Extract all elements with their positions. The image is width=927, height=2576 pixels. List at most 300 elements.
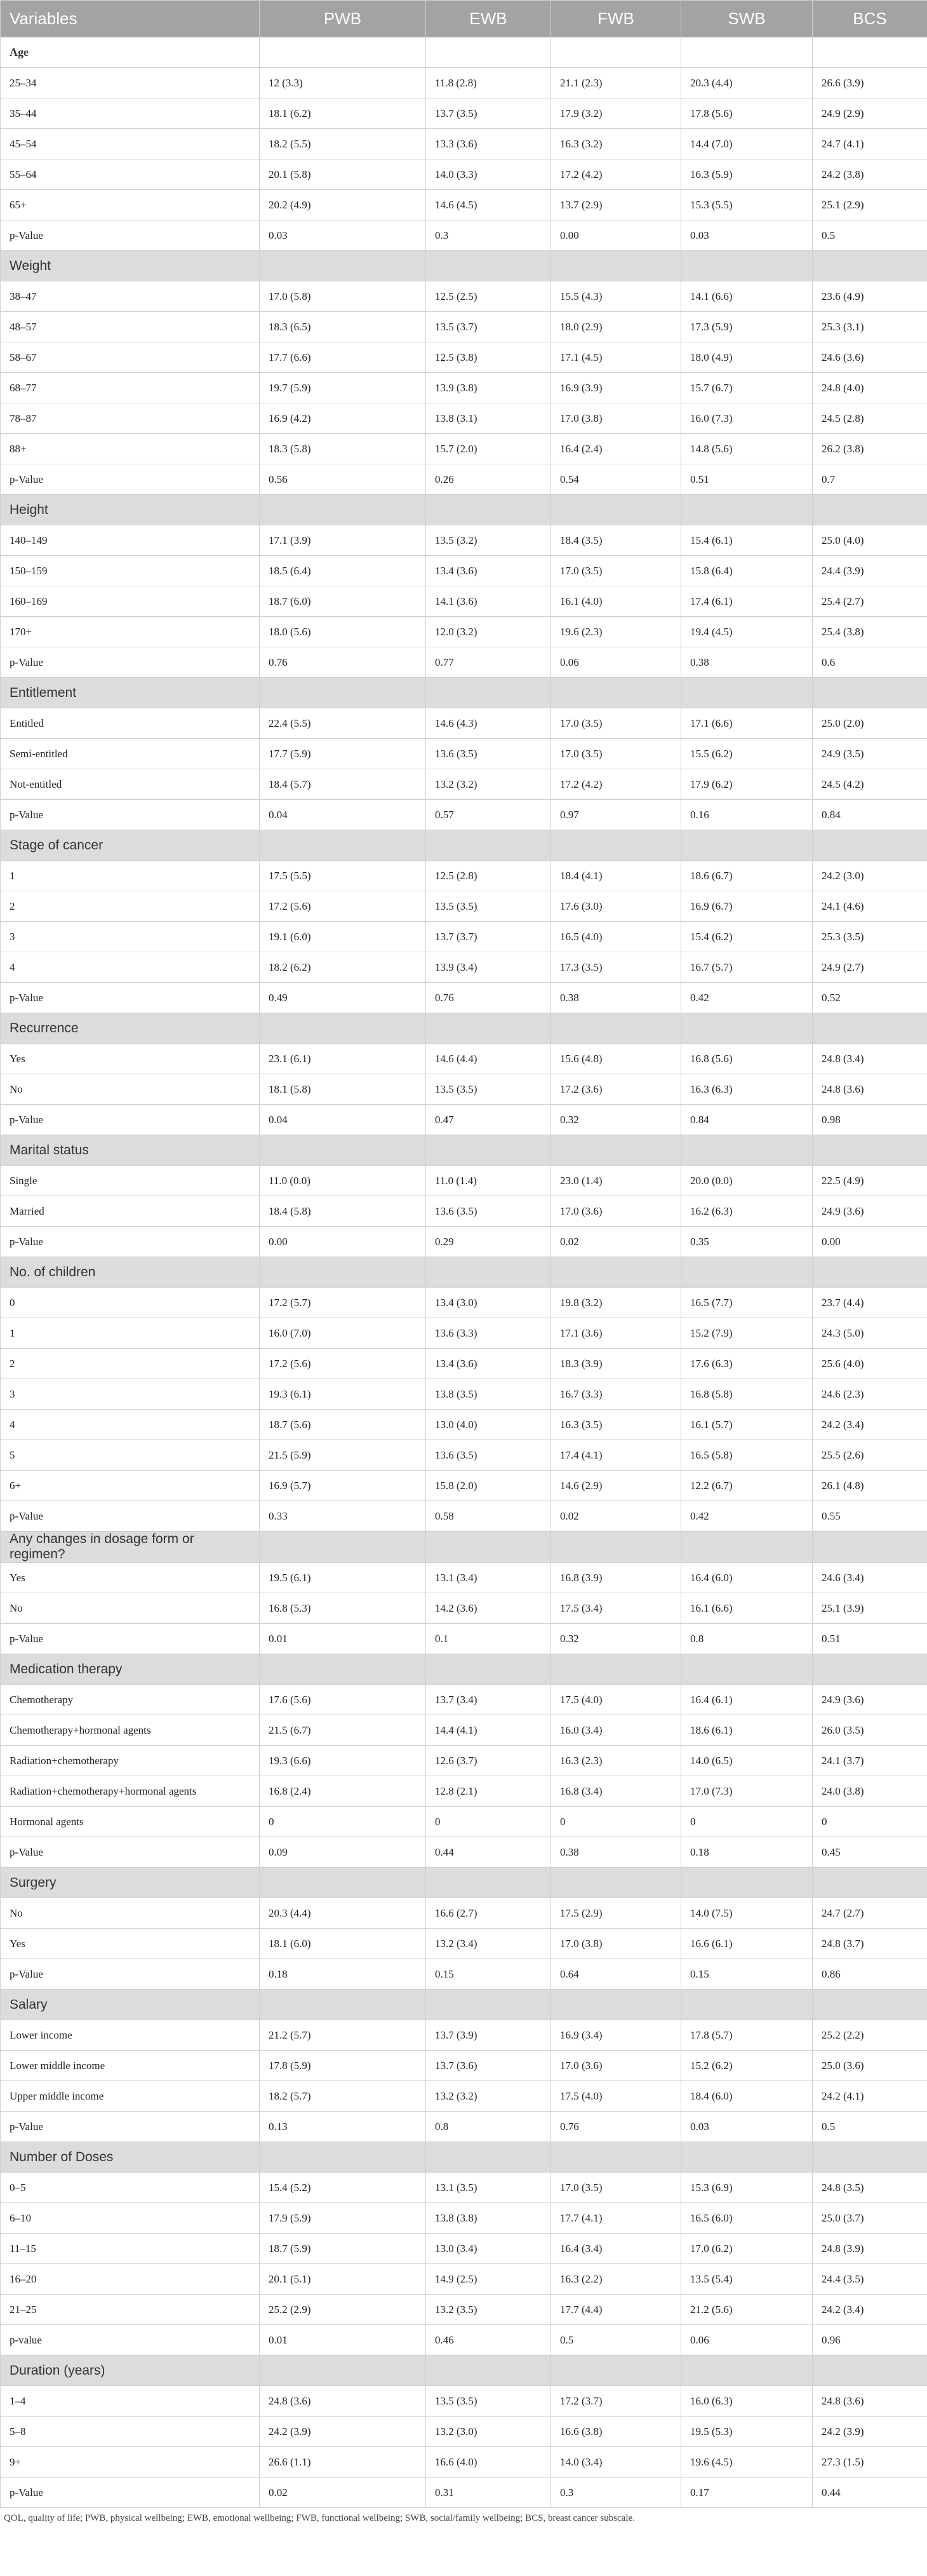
- header-variables: Variables: [1, 1, 260, 37]
- value-cell: 17.2 (4.2): [551, 769, 681, 800]
- value-cell: 24.8 (4.0): [813, 373, 927, 403]
- value-cell: 0.04: [260, 1105, 426, 1135]
- value-cell: 24.9 (3.5): [813, 739, 927, 769]
- section-title: Any changes in dosage form or regimen?: [1, 1532, 260, 1563]
- table-row: [1, 1776, 927, 1807]
- table-row: [1, 2203, 927, 2234]
- row-label: 0–5: [1, 2173, 260, 2203]
- table-row: [1, 1349, 927, 1379]
- value-cell: 17.6 (5.6): [260, 1685, 426, 1715]
- value-cell: 24.8 (3.6): [813, 1074, 927, 1105]
- value-cell: 12 (3.3): [260, 68, 426, 98]
- value-cell: 14.6 (4.3): [426, 708, 551, 739]
- value-cell: 16.7 (5.7): [681, 952, 813, 983]
- section-empty-cell: [260, 495, 426, 525]
- section-empty-cell: [681, 1868, 813, 1898]
- section-header-row: [1, 2356, 927, 2386]
- value-cell: 16.6 (6.1): [681, 1929, 813, 1959]
- section-empty-cell: [551, 37, 681, 68]
- section-empty-cell: [681, 1135, 813, 1166]
- value-cell: 17.0 (6.2): [681, 2234, 813, 2264]
- value-cell: 14.0 (3.3): [426, 159, 551, 190]
- value-cell: 25.0 (3.6): [813, 2051, 927, 2081]
- value-cell: 16.9 (3.4): [551, 2020, 681, 2051]
- value-cell: 25.4 (2.7): [813, 586, 927, 617]
- value-cell: 0.18: [681, 1837, 813, 1868]
- row-label: Chemotherapy+hormonal agents: [1, 1715, 260, 1746]
- row-label: p-value: [1, 2325, 260, 2356]
- section-empty-cell: [426, 1868, 551, 1898]
- value-cell: 13.5 (3.5): [426, 1074, 551, 1105]
- value-cell: 24.8 (3.9): [813, 2234, 927, 2264]
- table-row: [1, 1929, 927, 1959]
- table-header: [1, 1, 927, 37]
- table-row: [1, 983, 927, 1013]
- section-empty-cell: [551, 1257, 681, 1288]
- value-cell: 18.0 (4.9): [681, 342, 813, 373]
- value-cell: 17.7 (4.1): [551, 2203, 681, 2234]
- row-label: p-Value: [1, 983, 260, 1013]
- section-empty-cell: [426, 2356, 551, 2386]
- value-cell: 14.2 (3.6): [426, 1593, 551, 1624]
- value-cell: 24.8 (3.5): [813, 2173, 927, 2203]
- table-row: [1, 1959, 927, 1990]
- value-cell: 17.2 (3.6): [551, 1074, 681, 1105]
- value-cell: 0.5: [813, 220, 927, 251]
- section-header-row: [1, 2142, 927, 2173]
- value-cell: 0.76: [426, 983, 551, 1013]
- value-cell: 17.2 (3.7): [551, 2386, 681, 2417]
- row-label: Chemotherapy: [1, 1685, 260, 1715]
- row-label: 78–87: [1, 403, 260, 434]
- section-title: Medication therapy: [1, 1654, 260, 1685]
- table-row: [1, 1318, 927, 1349]
- row-label: p-Value: [1, 1837, 260, 1868]
- value-cell: 0.8: [426, 2112, 551, 2142]
- value-cell: 17.5 (3.4): [551, 1593, 681, 1624]
- table-row: [1, 2447, 927, 2478]
- value-cell: 16.9 (3.9): [551, 373, 681, 403]
- row-label: 0: [1, 1288, 260, 1318]
- value-cell: 11.0 (1.4): [426, 1166, 551, 1196]
- value-cell: 17.5 (2.9): [551, 1898, 681, 1929]
- value-cell: 17.1 (3.9): [260, 525, 426, 556]
- row-label: No: [1, 1074, 260, 1105]
- value-cell: 18.0 (2.9): [551, 312, 681, 342]
- row-label: 4: [1, 952, 260, 983]
- value-cell: 21.5 (6.7): [260, 1715, 426, 1746]
- section-title: Duration (years): [1, 2356, 260, 2386]
- value-cell: 16.0 (7.3): [681, 403, 813, 434]
- table-row: [1, 2112, 927, 2142]
- table-row: [1, 739, 927, 769]
- value-cell: 13.7 (3.5): [426, 98, 551, 129]
- row-label: Yes: [1, 1929, 260, 1959]
- value-cell: 17.3 (5.9): [681, 312, 813, 342]
- value-cell: 19.3 (6.6): [260, 1746, 426, 1776]
- value-cell: 13.2 (3.2): [426, 2081, 551, 2112]
- value-cell: 24.5 (2.8): [813, 403, 927, 434]
- section-empty-cell: [681, 1654, 813, 1685]
- section-empty-cell: [260, 830, 426, 861]
- table-row: [1, 464, 927, 495]
- table-row: [1, 800, 927, 830]
- value-cell: 16.8 (2.4): [260, 1776, 426, 1807]
- section-empty-cell: [551, 1532, 681, 1563]
- value-cell: 17.0 (3.8): [551, 403, 681, 434]
- value-cell: 13.1 (3.5): [426, 2173, 551, 2203]
- table-row: [1, 861, 927, 891]
- row-label: Lower middle income: [1, 2051, 260, 2081]
- value-cell: 13.0 (4.0): [426, 1410, 551, 1440]
- value-cell: 0.06: [551, 647, 681, 678]
- value-cell: 13.5 (3.5): [426, 2386, 551, 2417]
- section-empty-cell: [681, 2142, 813, 2173]
- value-cell: 0.86: [813, 1959, 927, 1990]
- value-cell: 16.6 (4.0): [426, 2447, 551, 2478]
- value-cell: 0.38: [551, 983, 681, 1013]
- value-cell: 0.06: [681, 2325, 813, 2356]
- table-row: [1, 586, 927, 617]
- table-row: [1, 2173, 927, 2203]
- section-empty-cell: [260, 2142, 426, 2173]
- value-cell: 0.26: [426, 464, 551, 495]
- section-empty-cell: [260, 1868, 426, 1898]
- value-cell: 18.7 (5.9): [260, 2234, 426, 2264]
- table-row: [1, 2051, 927, 2081]
- header-swb: SWB: [681, 1, 813, 37]
- value-cell: 24.8 (3.7): [813, 1929, 927, 1959]
- value-cell: 0.03: [681, 220, 813, 251]
- value-cell: 14.4 (4.1): [426, 1715, 551, 1746]
- table-row: [1, 1624, 927, 1654]
- value-cell: 13.3 (3.6): [426, 129, 551, 159]
- row-label: p-Value: [1, 1501, 260, 1532]
- value-cell: 21.5 (5.9): [260, 1440, 426, 1471]
- value-cell: 18.4 (5.7): [260, 769, 426, 800]
- value-cell: 11.8 (2.8): [426, 68, 551, 98]
- value-cell: 16.9 (6.7): [681, 891, 813, 922]
- value-cell: 16.3 (5.9): [681, 159, 813, 190]
- value-cell: 17.2 (4.2): [551, 159, 681, 190]
- value-cell: 15.2 (7.9): [681, 1318, 813, 1349]
- value-cell: 15.3 (5.5): [681, 190, 813, 220]
- row-label: 11–15: [1, 2234, 260, 2264]
- table-row: [1, 1379, 927, 1410]
- section-title: Height: [1, 495, 260, 525]
- value-cell: 11.0 (0.0): [260, 1166, 426, 1196]
- value-cell: 15.7 (2.0): [426, 434, 551, 464]
- table-row: [1, 1074, 927, 1105]
- row-label: Upper middle income: [1, 2081, 260, 2112]
- value-cell: 0.7: [813, 464, 927, 495]
- value-cell: 24.1 (4.6): [813, 891, 927, 922]
- table-row: [1, 434, 927, 464]
- value-cell: 16.8 (5.6): [681, 1044, 813, 1074]
- value-cell: 20.0 (0.0): [681, 1166, 813, 1196]
- row-label: 2: [1, 891, 260, 922]
- table-row: [1, 2264, 927, 2295]
- value-cell: 12.6 (3.7): [426, 1746, 551, 1776]
- row-label: Yes: [1, 1044, 260, 1074]
- value-cell: 0.77: [426, 647, 551, 678]
- section-title: Entitlement: [1, 678, 260, 708]
- section-title: Salary: [1, 1990, 260, 2020]
- value-cell: 16.4 (6.1): [681, 1685, 813, 1715]
- value-cell: 24.9 (2.9): [813, 98, 927, 129]
- section-empty-cell: [426, 1654, 551, 1685]
- value-cell: 25.6 (4.0): [813, 1349, 927, 1379]
- value-cell: 16.5 (5.8): [681, 1440, 813, 1471]
- section-empty-cell: [551, 1135, 681, 1166]
- table-row: [1, 2417, 927, 2447]
- value-cell: 23.0 (1.4): [551, 1166, 681, 1196]
- value-cell: 14.1 (6.6): [681, 281, 813, 312]
- section-empty-cell: [426, 495, 551, 525]
- table-row: [1, 1471, 927, 1501]
- value-cell: 17.0 (3.5): [551, 739, 681, 769]
- section-empty-cell: [813, 1257, 927, 1288]
- row-label: Radiation+chemotherapy+hormonal agents: [1, 1776, 260, 1807]
- value-cell: 17.9 (5.9): [260, 2203, 426, 2234]
- value-cell: 17.3 (3.5): [551, 952, 681, 983]
- value-cell: 23.7 (4.4): [813, 1288, 927, 1318]
- value-cell: 13.1 (3.4): [426, 1563, 551, 1593]
- value-cell: 26.6 (1.1): [260, 2447, 426, 2478]
- row-label: 6+: [1, 1471, 260, 1501]
- section-empty-cell: [813, 2142, 927, 2173]
- row-label: 45–54: [1, 129, 260, 159]
- value-cell: 24.2 (3.8): [813, 159, 927, 190]
- row-label: Semi-entitled: [1, 739, 260, 769]
- table-row: [1, 2081, 927, 2112]
- value-cell: 13.5 (3.5): [426, 891, 551, 922]
- table-row: [1, 1044, 927, 1074]
- value-cell: 15.3 (6.9): [681, 2173, 813, 2203]
- section-title: No. of children: [1, 1257, 260, 1288]
- table-row: [1, 922, 927, 952]
- value-cell: 0.04: [260, 800, 426, 830]
- value-cell: 15.5 (6.2): [681, 739, 813, 769]
- value-cell: 18.2 (5.7): [260, 2081, 426, 2112]
- section-empty-cell: [260, 1990, 426, 2020]
- row-label: 38–47: [1, 281, 260, 312]
- value-cell: 0.38: [681, 647, 813, 678]
- section-empty-cell: [681, 1990, 813, 2020]
- value-cell: 0: [260, 1807, 426, 1837]
- value-cell: 0.46: [426, 2325, 551, 2356]
- section-empty-cell: [551, 495, 681, 525]
- row-label: 65+: [1, 190, 260, 220]
- value-cell: 16.8 (5.8): [681, 1379, 813, 1410]
- section-empty-cell: [681, 251, 813, 281]
- table-row: [1, 1593, 927, 1624]
- value-cell: 24.2 (3.9): [813, 2417, 927, 2447]
- value-cell: 0.02: [551, 1501, 681, 1532]
- value-cell: 18.4 (4.1): [551, 861, 681, 891]
- section-empty-cell: [813, 1990, 927, 2020]
- value-cell: 0.00: [813, 1227, 927, 1257]
- value-cell: 13.6 (3.5): [426, 1440, 551, 1471]
- section-empty-cell: [813, 678, 927, 708]
- value-cell: 25.0 (3.7): [813, 2203, 927, 2234]
- table-row: [1, 1501, 927, 1532]
- value-cell: 26.0 (3.5): [813, 1715, 927, 1746]
- value-cell: 15.2 (6.2): [681, 2051, 813, 2081]
- value-cell: 17.9 (3.2): [551, 98, 681, 129]
- value-cell: 12.5 (3.8): [426, 342, 551, 373]
- table-row: [1, 1685, 927, 1715]
- value-cell: 12.0 (3.2): [426, 617, 551, 647]
- value-cell: 0.76: [551, 2112, 681, 2142]
- value-cell: 16.8 (3.9): [551, 1563, 681, 1593]
- row-label: Hormonal agents: [1, 1807, 260, 1837]
- table-row: [1, 98, 927, 129]
- table-row: [1, 1898, 927, 1929]
- section-header-row: [1, 1868, 927, 1898]
- row-label: 150–159: [1, 556, 260, 586]
- section-header-row: [1, 1257, 927, 1288]
- row-label: 1: [1, 1318, 260, 1349]
- value-cell: 20.1 (5.1): [260, 2264, 426, 2295]
- section-empty-cell: [813, 1532, 927, 1563]
- value-cell: 24.2 (3.4): [813, 2295, 927, 2325]
- value-cell: 25.3 (3.1): [813, 312, 927, 342]
- section-empty-cell: [813, 1135, 927, 1166]
- section-title: Weight: [1, 251, 260, 281]
- value-cell: 0.3: [426, 220, 551, 251]
- value-cell: 24.0 (3.8): [813, 1776, 927, 1807]
- value-cell: 23.1 (6.1): [260, 1044, 426, 1074]
- header-pwb: PWB: [260, 1, 426, 37]
- value-cell: 18.2 (5.5): [260, 129, 426, 159]
- row-label: p-Value: [1, 1105, 260, 1135]
- section-empty-cell: [260, 2356, 426, 2386]
- value-cell: 22.4 (5.5): [260, 708, 426, 739]
- table-row: [1, 220, 927, 251]
- row-label: p-Value: [1, 800, 260, 830]
- table-row: [1, 1440, 927, 1471]
- value-cell: 16.0 (3.4): [551, 1715, 681, 1746]
- header-bcs: BCS: [813, 1, 927, 37]
- table-row: [1, 373, 927, 403]
- section-header-row: [1, 251, 927, 281]
- value-cell: 0.00: [551, 220, 681, 251]
- row-label: No: [1, 1898, 260, 1929]
- value-cell: 19.5 (6.1): [260, 1563, 426, 1593]
- section-empty-cell: [681, 1257, 813, 1288]
- table-row: [1, 159, 927, 190]
- value-cell: 14.0 (3.4): [551, 2447, 681, 2478]
- table-row: [1, 1715, 927, 1746]
- row-label: 160–169: [1, 586, 260, 617]
- section-empty-cell: [426, 1013, 551, 1044]
- table-row: [1, 2325, 927, 2356]
- value-cell: 13.6 (3.3): [426, 1318, 551, 1349]
- value-cell: 16.5 (7.7): [681, 1288, 813, 1318]
- header-fwb: FWB: [551, 1, 681, 37]
- value-cell: 17.2 (5.6): [260, 891, 426, 922]
- value-cell: 0.31: [426, 2478, 551, 2508]
- value-cell: 19.8 (3.2): [551, 1288, 681, 1318]
- section-empty-cell: [813, 495, 927, 525]
- value-cell: 16.3 (6.3): [681, 1074, 813, 1105]
- section-empty-cell: [551, 1654, 681, 1685]
- section-header-row: [1, 1135, 927, 1166]
- value-cell: 16.2 (6.3): [681, 1196, 813, 1227]
- table-row: [1, 190, 927, 220]
- section-empty-cell: [813, 37, 927, 68]
- value-cell: 17.0 (3.8): [551, 1929, 681, 1959]
- section-empty-cell: [260, 37, 426, 68]
- value-cell: 25.0 (4.0): [813, 525, 927, 556]
- value-cell: 0.55: [813, 1501, 927, 1532]
- value-cell: 0.6: [813, 647, 927, 678]
- section-header-row: [1, 1532, 927, 1563]
- table-row: [1, 769, 927, 800]
- section-empty-cell: [681, 495, 813, 525]
- value-cell: 12.8 (2.1): [426, 1776, 551, 1807]
- value-cell: 17.4 (6.1): [681, 586, 813, 617]
- value-cell: 15.5 (4.3): [551, 281, 681, 312]
- value-cell: 15.8 (6.4): [681, 556, 813, 586]
- section-header-row: [1, 1990, 927, 2020]
- row-label: p-Value: [1, 2478, 260, 2508]
- section-empty-cell: [551, 1990, 681, 2020]
- value-cell: 18.5 (6.4): [260, 556, 426, 586]
- section-empty-cell: [551, 2356, 681, 2386]
- table-row: [1, 342, 927, 373]
- value-cell: 24.8 (3.6): [813, 2386, 927, 2417]
- section-empty-cell: [551, 2142, 681, 2173]
- value-cell: 25.3 (3.5): [813, 922, 927, 952]
- row-label: Radiation+chemotherapy: [1, 1746, 260, 1776]
- section-empty-cell: [681, 1532, 813, 1563]
- value-cell: 24.9 (3.6): [813, 1685, 927, 1715]
- section-empty-cell: [426, 1990, 551, 2020]
- section-empty-cell: [681, 1013, 813, 1044]
- value-cell: 14.6 (2.9): [551, 1471, 681, 1501]
- row-label: 2: [1, 1349, 260, 1379]
- table-footnote: QOL, quality of life; PWB, physical wellbeing; EWB, emotional wellbeing; FWB, functional wellbeing; SWB, social/family wellbeing; BCS, breast cancer subscale.: [4, 2513, 635, 2523]
- table-row: [1, 1227, 927, 1257]
- value-cell: 17.0 (3.5): [551, 2173, 681, 2203]
- value-cell: 20.2 (4.9): [260, 190, 426, 220]
- table-row: [1, 556, 927, 586]
- section-empty-cell: [551, 1013, 681, 1044]
- section-empty-cell: [426, 2142, 551, 2173]
- value-cell: 17.0 (3.6): [551, 2051, 681, 2081]
- row-label: 3: [1, 1379, 260, 1410]
- table-row: [1, 525, 927, 556]
- table-row: [1, 403, 927, 434]
- value-cell: 12.5 (2.8): [426, 861, 551, 891]
- value-cell: 0.97: [551, 800, 681, 830]
- value-cell: 24.4 (3.5): [813, 2264, 927, 2295]
- row-label: p-Value: [1, 1227, 260, 1257]
- row-label: 48–57: [1, 312, 260, 342]
- value-cell: 17.7 (4.4): [551, 2295, 681, 2325]
- row-label: 1: [1, 861, 260, 891]
- value-cell: 25.2 (2.9): [260, 2295, 426, 2325]
- value-cell: 0.8: [681, 1624, 813, 1654]
- value-cell: 0.96: [813, 2325, 927, 2356]
- value-cell: 16.3 (2.2): [551, 2264, 681, 2295]
- value-cell: 0.84: [813, 800, 927, 830]
- value-cell: 17.6 (6.3): [681, 1349, 813, 1379]
- value-cell: 21.1 (2.3): [551, 68, 681, 98]
- value-cell: 16.5 (6.0): [681, 2203, 813, 2234]
